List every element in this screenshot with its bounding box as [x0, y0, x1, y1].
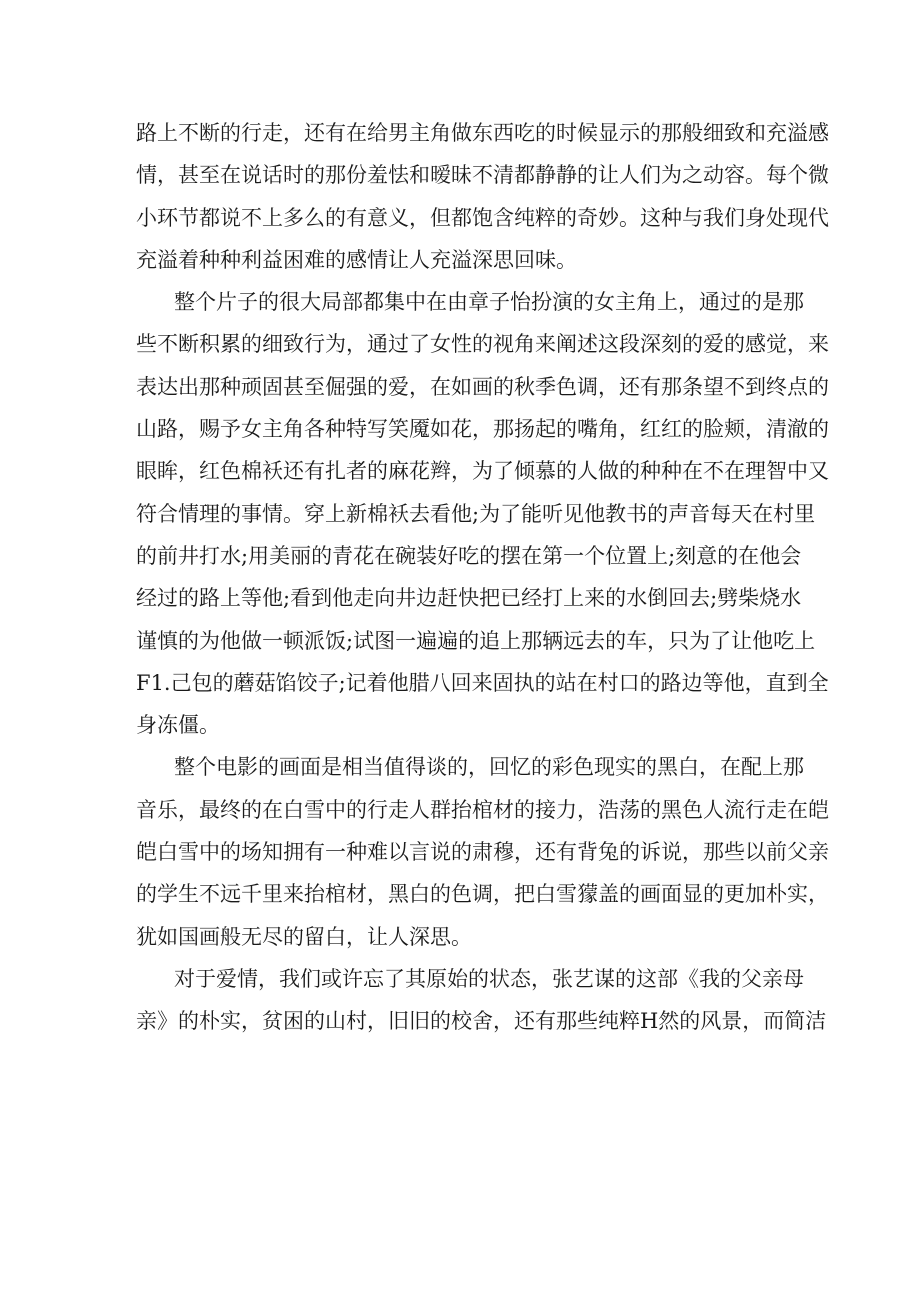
paragraph-4 — [136, 958, 827, 1043]
text-line: 音乐，最终的在白雪中的行走人群抬棺材的接力，浩荡的黑色人流行走在皑 — [136, 797, 829, 822]
text-line: 些不断积累的细致行为，通过了女性的视角来阐述这段深刻的爱的感觉，来 — [136, 332, 829, 357]
text-line: 符合情理的事情。穿上新棉袄去看他;为了能听见他教书的声音每天在村里 — [136, 501, 816, 526]
text-line: 表达出那种顽固甚至倔强的爱，在如画的秋季色调，还有那条望不到终点的 — [136, 374, 829, 399]
text-line: F1.己包的蘑菇馅饺子;记着他腊八回来固执的站在村口的路边等他，直到全 — [136, 670, 829, 695]
text-line: 小环节都说不上多么的有意义，但都饱含纯粹的奇妙。这种与我们身处现代 — [136, 205, 829, 230]
paragraph-2 — [136, 281, 829, 746]
text-line: 谨慎的为他做一顿派饭;试图一遍遍的追上那辆远去的车，只为了让他吃上 — [136, 628, 816, 653]
text-line: 皑白雪中的场知拥有一种难以言说的肃穆，还有背兔的诉说，那些以前父亲 — [136, 840, 829, 865]
text-line: 经过的路上等他;看到他走向井边赶快把已经打上来的水倒回去;劈柴烧水 — [136, 586, 802, 611]
text-line: 充溢着种种利益困难的感情让人充溢深思回味。 — [136, 247, 577, 272]
text-line: 整个片子的很大局部都集中在由章子怡扮演的女主角上，通过的是那 — [174, 290, 804, 315]
text-line: 情，甚至在说话时的那份羞怯和暧昧不清都静静的让人们为之动容。每个微 — [136, 163, 829, 188]
text-line: 的前井打水;用美丽的青花在碗装好吃的摆在第一个位置上;刻意的在他会 — [136, 543, 802, 568]
text-line: 整个电影的画面是相当值得谈的，回忆的彩色现实的黑白，在配上那 — [174, 755, 804, 780]
paragraph-1 — [136, 112, 829, 281]
text-line: 眼眸，红色棉袄还有扎者的麻花辫，为了倾慕的人做的种种在不在理智中又 — [136, 459, 829, 484]
text-line: 犹如国画般无尽的留白，让人深思。 — [136, 924, 472, 949]
text-line: 的学生不远千里来抬棺材，黑白的色调，把白雪獴盖的画面显的更加朴实， — [136, 882, 829, 907]
text-line: 身冻僵。 — [136, 713, 220, 738]
text-line: 对于爱情，我们或许忘了其原始的状态，张艺谋的这部《我的父亲母 — [174, 966, 804, 991]
text-line: 亲》的朴实，贫困的山村，旧旧的校舍，还有那些纯粹H然的风景，而简洁 — [136, 1009, 827, 1034]
document-body — [136, 112, 829, 1043]
paragraph-3 — [136, 746, 829, 957]
text-line: 路上不断的行走，还有在给男主角做东西吃的时候显示的那般细致和充溢感 — [136, 121, 829, 145]
text-line: 山路，赐予女主角各种特写笑魇如花，那扬起的嘴角，红红的脸颊，清澈的 — [136, 417, 829, 442]
